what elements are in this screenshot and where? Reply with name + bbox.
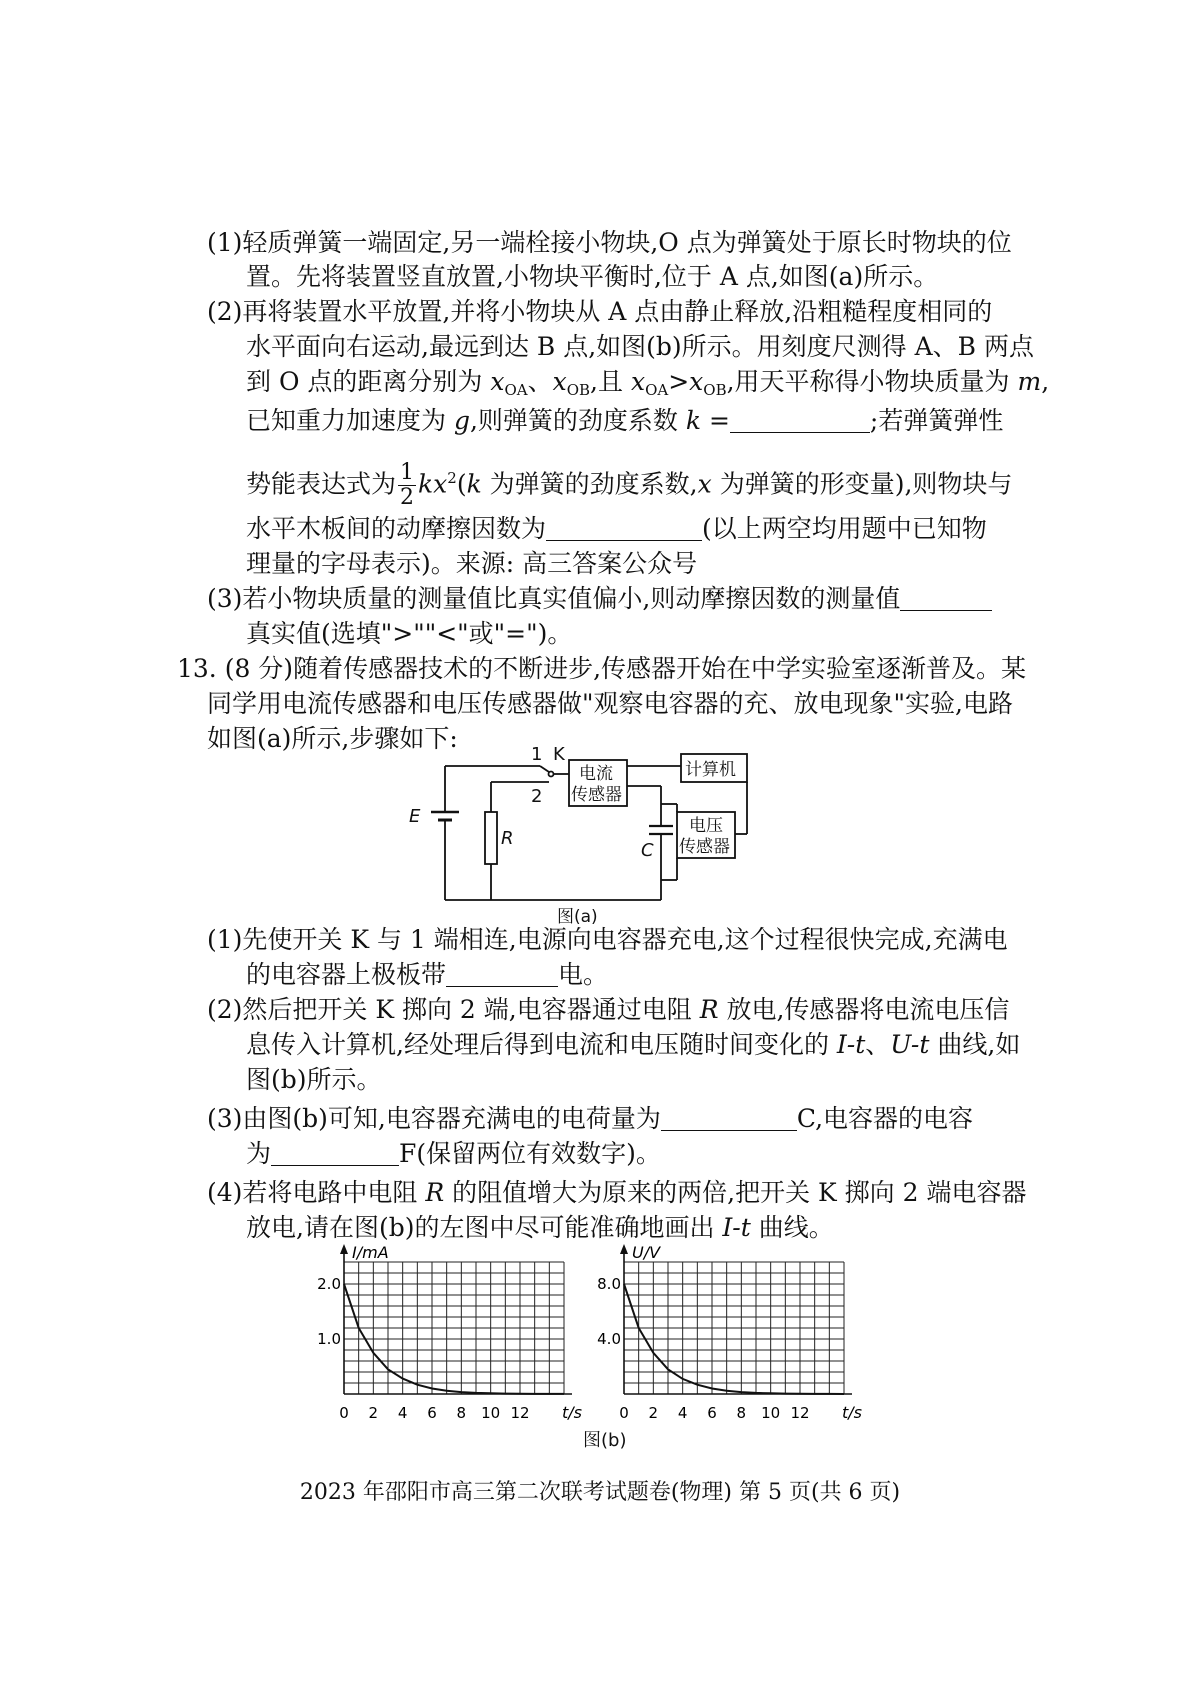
voltage-time-chart bbox=[598, 1244, 878, 1429]
q12-part1-line1: (1)轻质弹簧一端固定,另一端栓接小物块,O 点为弹簧处于原长时物块的位 bbox=[207, 228, 1012, 257]
voltage-sensor-label-2: 传感器 bbox=[679, 837, 730, 857]
q13-intro-line3: 如图(a)所示,步骤如下: bbox=[207, 724, 458, 753]
voltage-chart-x-tick: 10 bbox=[761, 1404, 781, 1422]
capacitor-c-label: C bbox=[641, 840, 654, 861]
answer-blank-mu[interactable] bbox=[546, 516, 702, 541]
q13-step4-line2: 放电,请在图(b)的左图中尽可能准确地画出 I-t 曲线。 bbox=[246, 1213, 834, 1242]
pin-1-label: 1 bbox=[531, 744, 543, 765]
q13-step3-line2: 为 F(保留两位有效数字)。 bbox=[246, 1139, 661, 1168]
resistor-r-label: R bbox=[501, 828, 514, 849]
current-chart-y-arrow bbox=[340, 1244, 348, 1254]
current-chart-y-label: I/mA bbox=[352, 1243, 389, 1262]
switch-k-label: K bbox=[553, 744, 565, 765]
q13-intro-line1: 13. (8 分)随着传感器技术的不断进步,传感器开始在中学实验室逐渐普及。某 bbox=[177, 654, 1027, 683]
voltage-chart-x-label: t/s bbox=[842, 1403, 862, 1422]
answer-blank-charge[interactable] bbox=[661, 1106, 797, 1131]
page-footer: 2023 年邵阳市高三第二次联考试题卷(物理) 第 5 页(共 6 页) bbox=[299, 1480, 901, 1505]
figure-b-caption: 图(b) bbox=[583, 1430, 627, 1451]
q13-step2-line2: 息传入计算机,经处理后得到电流和电压随时间变化的 I-t、U-t 曲线,如 bbox=[246, 1030, 1021, 1059]
voltage-chart-y-tick: 4.0 bbox=[597, 1330, 621, 1348]
voltage-chart-x-tick: 4 bbox=[677, 1404, 688, 1422]
figure-a-caption: 图(a) bbox=[557, 907, 598, 927]
q12-part3-line2: 真实值(选填">""<"或"=")。 bbox=[246, 619, 573, 648]
q13-intro-line2: 同学用电流传感器和电压传感器做"观察电容器的充、放电现象"实验,电路 bbox=[207, 689, 1013, 718]
q13-step1-line2: 的电容器上极板带 电。 bbox=[246, 960, 609, 989]
answer-blank-capacitance[interactable] bbox=[271, 1141, 399, 1166]
q13-step4-line1: (4)若将电路中电阻 R 的阻值增大为原来的两倍,把开关 K 掷向 2 端电容器 bbox=[207, 1178, 1027, 1207]
current-chart-y-tick: 1.0 bbox=[317, 1330, 341, 1348]
q12-part2-line2: 水平面向右运动,最远到达 B 点,如图(b)所示。用刻度尺测得 A、B 两点 bbox=[246, 332, 1034, 361]
q13-step2-line1: (2)然后把开关 K 掷向 2 端,电容器通过电阻 R 放电,传感器将电流电压信 bbox=[207, 995, 1010, 1024]
current-chart-x-tick: 10 bbox=[481, 1404, 501, 1422]
answer-blank-k[interactable] bbox=[730, 408, 870, 433]
circuit-diagram bbox=[409, 744, 785, 927]
voltage-chart-y-label: U/V bbox=[632, 1243, 661, 1262]
q13-step3-line1: (3)由图(b)可知,电容器充满电的电荷量为 C,电容器的电容 bbox=[207, 1104, 974, 1133]
q12-part2-line1: (2)再将装置水平放置,并将小物块从 A 点由静止释放,沿粗糙程度相同的 bbox=[207, 297, 993, 326]
fraction-one-half: $\frac{1}{2}$ bbox=[400, 460, 415, 511]
voltage-chart-y-tick: 8.0 bbox=[597, 1275, 621, 1293]
voltage-chart-x-tick: 8 bbox=[736, 1404, 747, 1422]
computer-label: 计算机 bbox=[685, 760, 736, 780]
current-chart-x-label: t/s bbox=[562, 1403, 582, 1422]
q12-part2-line4: 已知重力加速度为 g,则弹簧的劲度系数 k = ;若弹簧弹性 bbox=[246, 406, 1004, 435]
q12-part2-line3: 到 O 点的距离分别为 $x_{OA}$、$x_{OB}$,且 $x_{OA}>x_{OB}$,用天平称得小物块质量为 m, bbox=[246, 367, 1050, 399]
q12-part3-line1: (3)若小物块质量的测量值比真实值偏小,则动摩擦因数的测量值 bbox=[207, 584, 992, 614]
current-chart-x-tick: 12 bbox=[510, 1404, 530, 1422]
current-chart-x-tick: 0 bbox=[339, 1404, 349, 1422]
current-sensor-label-1: 电流 bbox=[579, 764, 613, 784]
voltage-chart-y-arrow bbox=[620, 1244, 628, 1254]
current-chart-x-tick: 8 bbox=[456, 1404, 467, 1422]
voltage-chart-x-tick: 0 bbox=[619, 1404, 629, 1422]
current-sensor-label-2: 传感器 bbox=[571, 785, 622, 805]
current-chart-x-tick: 4 bbox=[397, 1404, 408, 1422]
voltage-sensor-label-1: 电压 bbox=[689, 816, 723, 836]
current-chart-x-tick: 2 bbox=[368, 1404, 379, 1422]
voltage-chart-x-tick: 2 bbox=[648, 1404, 659, 1422]
current-time-chart bbox=[318, 1244, 598, 1429]
q13-step2-line3: 图(b)所示。 bbox=[246, 1065, 382, 1094]
voltage-chart-x-tick: 6 bbox=[707, 1404, 717, 1422]
q12-part2-line5: 势能表达式为 $\frac{1}{2}$ $kx^2(k$ 为弹簧的劲度系数,x 为弹簧的形变量),则物块与 bbox=[246, 460, 1013, 511]
q12-part2-line7: 理量的字母表示)。来源: 高三答案公众号 bbox=[246, 549, 698, 578]
q12-part2-line6: 水平木板间的动摩擦因数为 (以上两空均用题中已知物 bbox=[246, 514, 987, 543]
pin-2-label: 2 bbox=[531, 786, 543, 807]
current-chart-grid bbox=[344, 1262, 564, 1394]
voltage-chart-grid bbox=[624, 1262, 844, 1394]
voltage-chart-x-tick: 12 bbox=[790, 1404, 810, 1422]
answer-blank-compare[interactable] bbox=[900, 586, 992, 611]
q12-part1-line2: 置。先将装置竖直放置,小物块平衡时,位于 A 点,如图(a)所示。 bbox=[246, 262, 939, 291]
current-chart-x-tick: 6 bbox=[427, 1404, 437, 1422]
current-chart-y-tick: 2.0 bbox=[317, 1275, 341, 1293]
battery-e-label: E bbox=[409, 806, 421, 827]
answer-blank-charge-sign[interactable] bbox=[446, 962, 558, 987]
q13-step1-line1: (1)先使开关 K 与 1 端相连,电源向电容器充电,这个过程很快完成,充满电 bbox=[207, 925, 1008, 954]
